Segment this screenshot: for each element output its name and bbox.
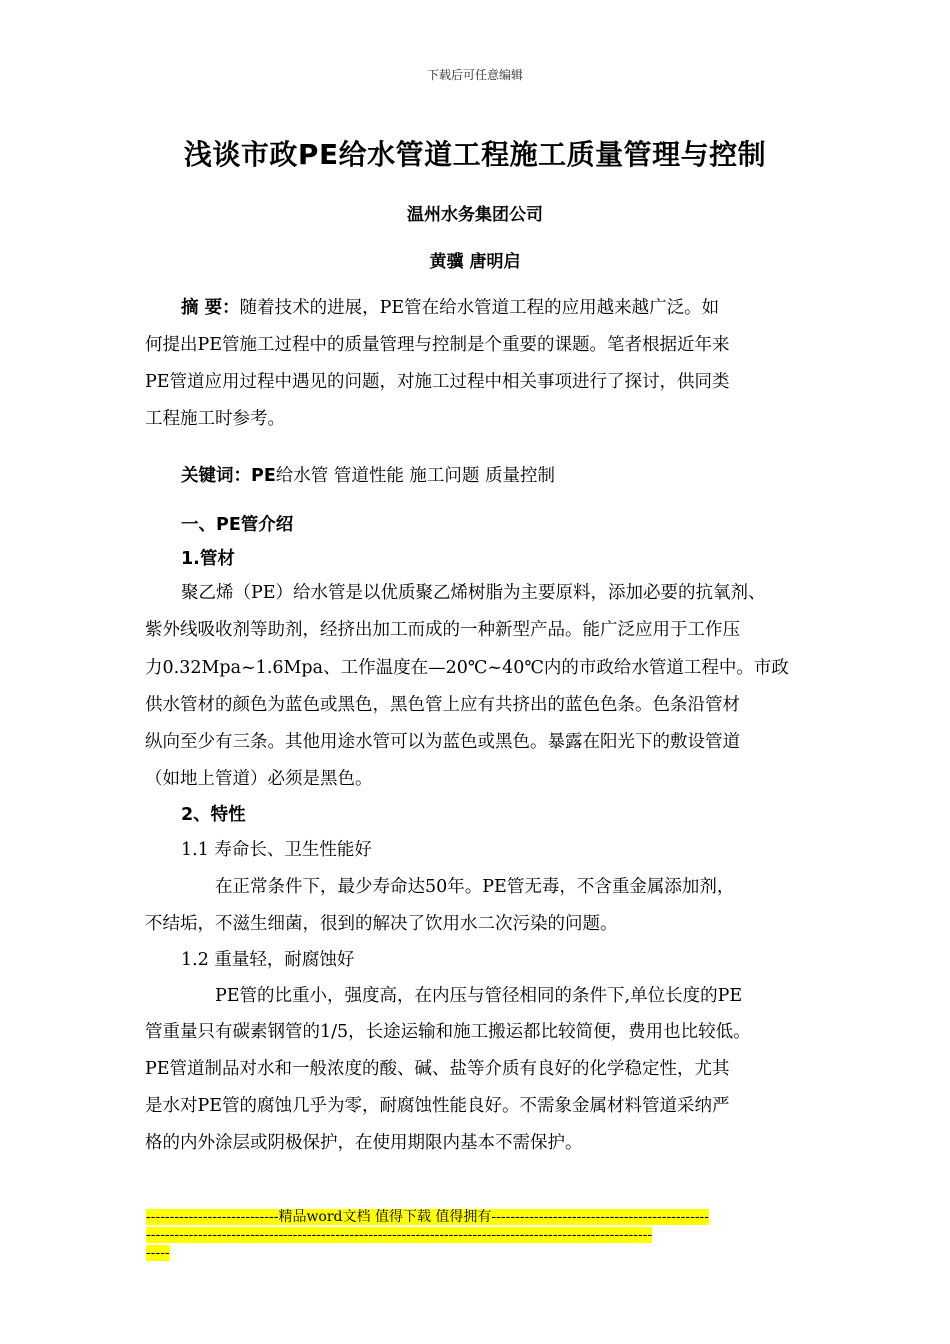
paragraph-1-line-5: 纵向至少有三条。其他用途水管可以为蓝色或黑色。暴露在阳光下的敷设管道 <box>145 732 740 752</box>
paragraph-1-line-3: 力0.32Mpa~1.6Mpa、工作温度在—20℃~40℃内的市政给水管道工程中。市政 <box>145 658 789 678</box>
footer-banner <box>146 1208 816 1262</box>
subheading-1-1: 1.1 寿命长、卫生性能好 <box>181 840 372 860</box>
keywords-list: 给水管 管道性能 施工问题 质量控制 <box>275 466 555 486</box>
paragraph-3-line-4: 是水对PE管的腐蚀几乎为零，耐腐蚀性能良好。不需象金属材料管道采纳严 <box>145 1096 730 1116</box>
paragraph-1-line-1: 聚乙烯（PE）给水管是以优质聚乙烯树脂为主要原料，添加必要的抗氧剂、 <box>181 583 766 603</box>
paragraph-3-line-1: PE管的比重小，强度高，在内压与管径相同的条件下,单位长度的PE <box>215 986 743 1006</box>
paragraph-2-line-2: 不结垢，不滋生细菌，很到的解决了饮用水二次污染的问题。 <box>145 914 618 934</box>
paragraph-3-line-3: PE管道制品对水和一般浓度的酸、碱、盐等介质有良好的化学稳定性，尤其 <box>145 1059 730 1079</box>
section-heading-1: 一、PE管介绍 <box>181 515 294 535</box>
abstract-line-3: PE管道应用过程中遇见的问题，对施工过程中相关事项进行了探讨，供同类 <box>145 372 730 392</box>
paragraph-1-line-4: 供水管材的颜色为蓝色或黑色，黑色管上应有共挤出的蓝色色条。色条沿管材 <box>145 695 740 715</box>
paragraph-3-line-2: 管重量只有碳素钢管的1/5，长途运输和施工搬运都比较简便，费用也比较低。 <box>145 1022 751 1042</box>
footer-line-3: ----- <box>146 1245 170 1261</box>
abstract-line-1 <box>181 294 719 319</box>
authors: 黄骥 唐明启 <box>429 252 521 272</box>
abstract-line-2: 何提出PE管施工过程中的质量管理与控制是个重要的课题。笔者根据近年来 <box>145 335 730 355</box>
document-title: 浅谈市政PE给水管道工程施工质量管理与控制 <box>183 138 767 171</box>
subheading-materials: 1.管材 <box>181 549 235 569</box>
paragraph-2-line-1: 在正常条件下，最少寿命达50年。PE管无毒，不含重金属添加剂， <box>215 877 735 897</box>
organization: 温州水务集团公司 <box>407 205 543 225</box>
paragraph-1-line-6: （如地上管道）必须是黑色。 <box>145 769 373 789</box>
subheading-properties: 2、特性 <box>181 805 246 825</box>
footer-line-1: ----------------------------精品word文档 值得下载 值得拥有---------------------------------------------- <box>146 1209 710 1225</box>
abstract-label: 摘 要： <box>181 298 240 318</box>
keywords-bold-term: PE <box>251 466 276 486</box>
abstract-text-1: 随着技术的进展，PE管在给水管道工程的应用越来越广泛。如 <box>239 298 720 318</box>
paragraph-1-line-2: 紫外线吸收剂等助剂，经挤出加工而成的一种新型产品。能广泛应用于工作压 <box>145 620 740 640</box>
abstract-line-4: 工程施工时参考。 <box>145 409 285 429</box>
footer-line-2: ----------------------------------------------------------------------------------------------------------- <box>146 1227 653 1243</box>
keywords-label: 关键词： <box>181 466 251 486</box>
subheading-1-2: 1.2 重量轻，耐腐蚀好 <box>181 950 355 970</box>
paragraph-3-line-5: 格的内外涂层或阴极保护，在使用期限内基本不需保护。 <box>145 1133 583 1153</box>
keywords <box>181 462 555 487</box>
page-header: 下载后可任意编辑 <box>426 68 523 82</box>
